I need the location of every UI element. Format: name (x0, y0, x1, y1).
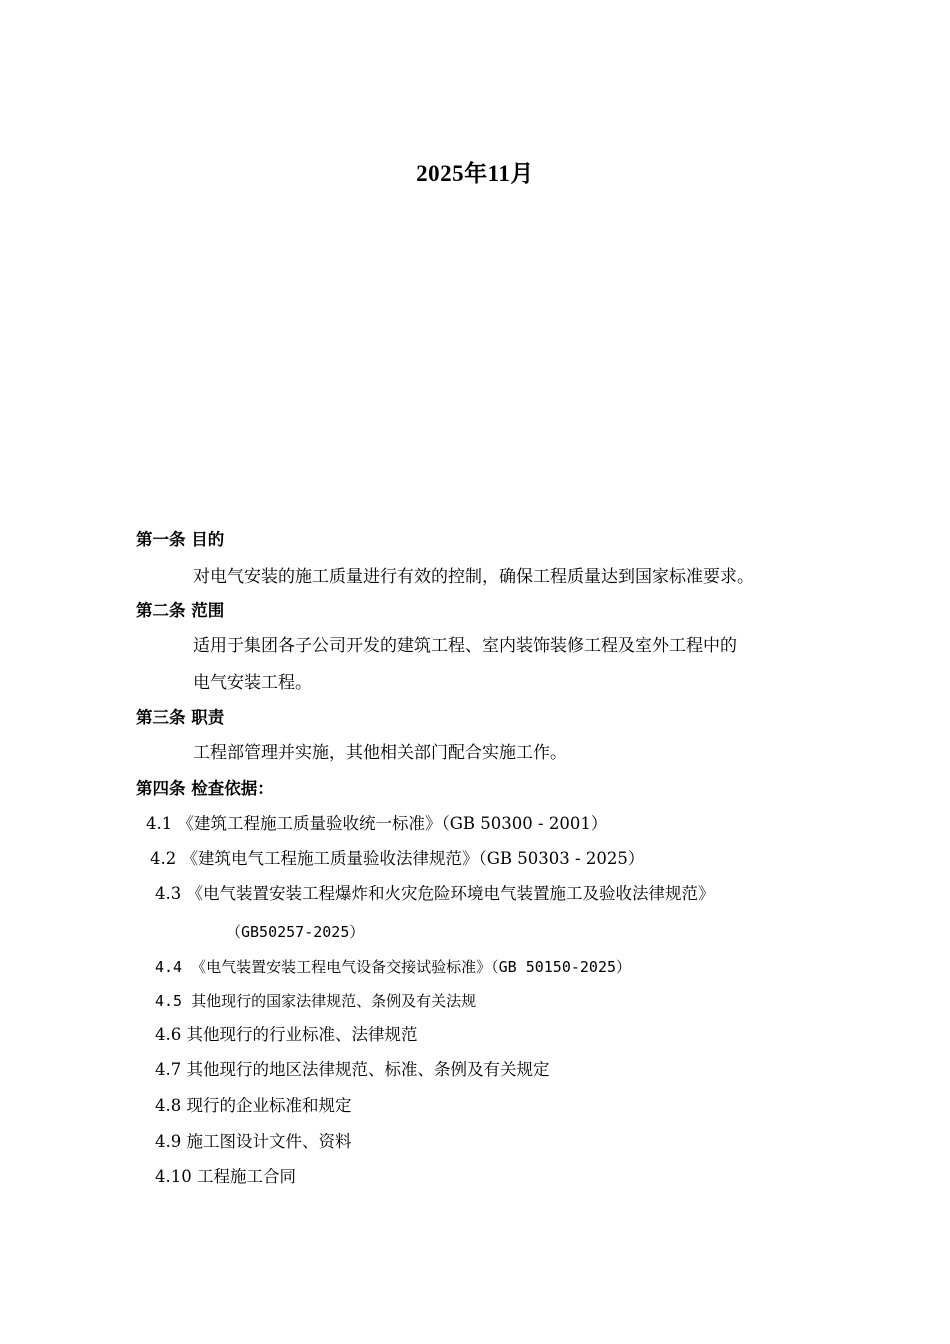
reference-item-4-2: 4.2 《建筑电气工程施工质量验收法律规范》（GB 50303 - 2025） (150, 849, 645, 868)
section-paragraph-scope-line-2: 电气安装工程。 (193, 673, 312, 693)
reference-item-4-3-code: （GB50257-2025） (226, 923, 365, 941)
reference-item-4-8: 4.8 现行的企业标准和规定 (155, 1096, 352, 1115)
reference-item-4-5: 4.5 其他现行的国家法律规范、条例及有关法规 (155, 992, 477, 1010)
reference-item-4-1: 4.1 《建筑工程施工质量验收统一标准》（GB 50300 - 2001） (146, 814, 608, 833)
document-date: 2025年11月 (416, 161, 534, 186)
section-heading-responsibility: 第三条 职责 (136, 708, 225, 727)
section-paragraph-purpose: 对电气安装的施工质量进行有效的控制，确保工程质量达到国家标准要求。 (193, 567, 754, 587)
section-paragraph-scope-line-1: 适用于集团各子公司开发的建筑工程、室内装饰装修工程及室外工程中的 (193, 636, 737, 656)
reference-item-4-3: 4.3 《电气装置安装工程爆炸和火灾危险环境电气装置施工及验收法律规范》 (155, 884, 715, 903)
section-heading-purpose: 第一条 目的 (136, 530, 225, 549)
reference-item-4-4: 4.4 《电气装置安装工程电气设备交接试验标准》（GB 50150-2025） (155, 958, 632, 976)
section-heading-scope: 第二条 范围 (136, 601, 225, 620)
reference-item-4-7: 4.7 其他现行的地区法律规范、标准、条例及有关规定 (155, 1060, 550, 1079)
section-paragraph-responsibility: 工程部管理并实施，其他相关部门配合实施工作。 (193, 743, 567, 763)
reference-item-4-10: 4.10 工程施工合同 (155, 1167, 296, 1186)
reference-item-4-9: 4.9 施工图设计文件、资料 (155, 1132, 352, 1151)
section-heading-inspection-basis: 第四条 检查依据： (136, 779, 274, 798)
reference-item-4-6: 4.6 其他现行的行业标准、法律规范 (155, 1025, 418, 1044)
